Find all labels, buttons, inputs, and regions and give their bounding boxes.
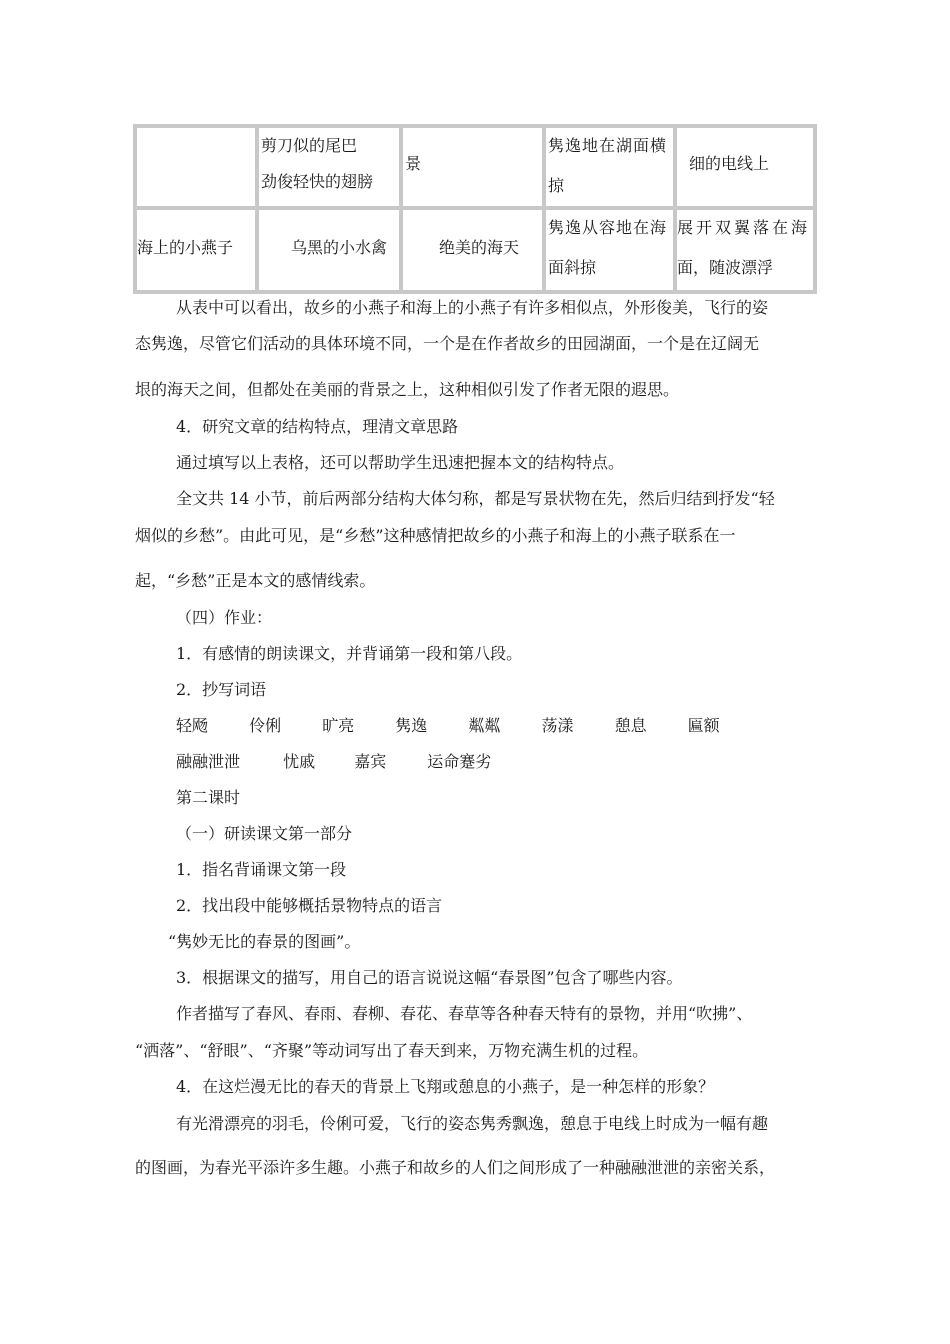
list-item: 4．在这烂漫无比的春天的背景上飞翔或憩息的小燕子，是一种怎样的形象？ [176, 1077, 715, 1096]
vocab-word: 融融泄泄 [176, 752, 241, 771]
vocab-word: 旷亮 [322, 716, 355, 735]
paragraph-line: 通过填写以上表格，还可以帮助学生迅速把握本文的结构特点。 [176, 453, 625, 472]
table-cell-r2c2 [257, 208, 401, 292]
list-item: 3．根据课文的描写，用自己的语言说说这幅“春景图”包含了哪些内容。 [176, 968, 683, 987]
vocab-word: 粼粼 [468, 716, 501, 735]
list-item: 2．找出段中能够概括景物特点的语言 [176, 896, 443, 915]
table-cell-r2c4 [544, 208, 675, 292]
vocab-word: 憩息 [614, 716, 647, 735]
cell-line: 隽逸从容地在海 [548, 218, 668, 237]
vocab-word: 嘉宾 [354, 752, 387, 771]
paragraph-line: 态隽逸，尽管它们活动的具体环境不同，一个是在作者故乡的田园湖面，一个是在辽阔无 [135, 334, 760, 353]
vocab-word: 隽逸 [395, 716, 428, 735]
cell-line: 剪刀似的尾巴 [261, 136, 358, 155]
table-cell-r1c5 [675, 126, 815, 208]
cell-line: 乌黑的小水禽 [291, 238, 388, 257]
vocab-word: 伶俐 [249, 716, 282, 735]
lesson-heading: 第二课时 [176, 788, 241, 807]
table-cell-r1c4 [544, 126, 675, 208]
paragraph-line: 起，“乡愁”正是本文的感情线索。 [135, 571, 376, 590]
section-heading: （四）作业： [176, 608, 273, 627]
cell-line: 展开双翼落在海 [677, 218, 811, 237]
paragraph-line: 全文共 14 小节，前后两部分结构大体匀称，都是写景状物在先，然后归结到抒发“轻 [176, 489, 775, 508]
paragraph-line: “洒落”、“舒眼”、“齐聚”等动词写出了春天到来，万物充满生机的过程。 [135, 1041, 649, 1060]
paragraph-line: 的图画，为春光平添许多生趣。小燕子和故乡的人们之间形成了一种融融泄泄的亲密关系， [135, 1158, 776, 1177]
table-cell-r1c1 [135, 126, 257, 208]
paragraph-line: 垠的海天之间，但都处在美丽的背景之上，这种相似引发了作者无限的遐思。 [135, 380, 680, 399]
section-heading: （一）研读课文第一部分 [176, 824, 353, 843]
cell-line: 面，随波漂浮 [677, 258, 774, 277]
cell-line: 面斜掠 [548, 258, 597, 277]
cell-line: 景 [405, 154, 422, 173]
cell-line: 劲俊轻快的翅膀 [261, 172, 374, 191]
vocab-word: 运命蹇劣 [427, 752, 492, 771]
vocab-row-2 [176, 752, 517, 772]
paragraph-line: 有光滑漂亮的羽毛，伶俐可爱，飞行的姿态隽秀飘逸，憩息于电线上时成为一幅有趣 [176, 1114, 769, 1133]
table-cell-r2c5 [675, 208, 815, 292]
table-cell-r1c3 [401, 126, 544, 208]
paragraph-line: 烟似的乡愁”。由此可见，是“乡愁”这种感情把故乡的小燕子和海上的小燕子联系在一 [135, 526, 736, 545]
cell-line: 绝美的海天 [439, 238, 520, 257]
table-cell-r2c3 [401, 208, 544, 292]
cell-line: 掠 [548, 176, 565, 195]
list-item: 1．指名背诵课文第一段 [176, 860, 347, 879]
cell-line: 海上的小燕子 [137, 238, 234, 257]
list-item: 2．抄写词语 [176, 680, 267, 699]
table-cell-r2c1 [135, 208, 257, 292]
vocab-word: 匾额 [687, 716, 720, 735]
vocab-word: 忧戚 [283, 752, 316, 771]
paragraph-line: 从表中可以看出，故乡的小燕子和海上的小燕子有许多相似点，外形俊美，飞行的姿 [176, 298, 769, 317]
vocab-row-1 [176, 716, 756, 736]
vocab-word: 荡漾 [541, 716, 574, 735]
paragraph-line: 作者描写了春风、春雨、春柳、春花、春草等各种春天特有的景物，并用“吹拂”、 [176, 1004, 753, 1023]
table-cell-r1c2 [257, 126, 401, 208]
section-heading: 4．研究文章的结构特点，理清文章思路 [176, 417, 459, 436]
vocab-word: 轻飏 [176, 716, 209, 735]
cell-line: 细的电线上 [689, 154, 770, 173]
paragraph-line: “隽妙无比的春景的图画”。 [168, 932, 361, 951]
list-item: 1．有感情的朗读课文，并背诵第一段和第八段。 [176, 644, 523, 663]
cell-line: 隽逸地在湖面横 [548, 136, 668, 155]
